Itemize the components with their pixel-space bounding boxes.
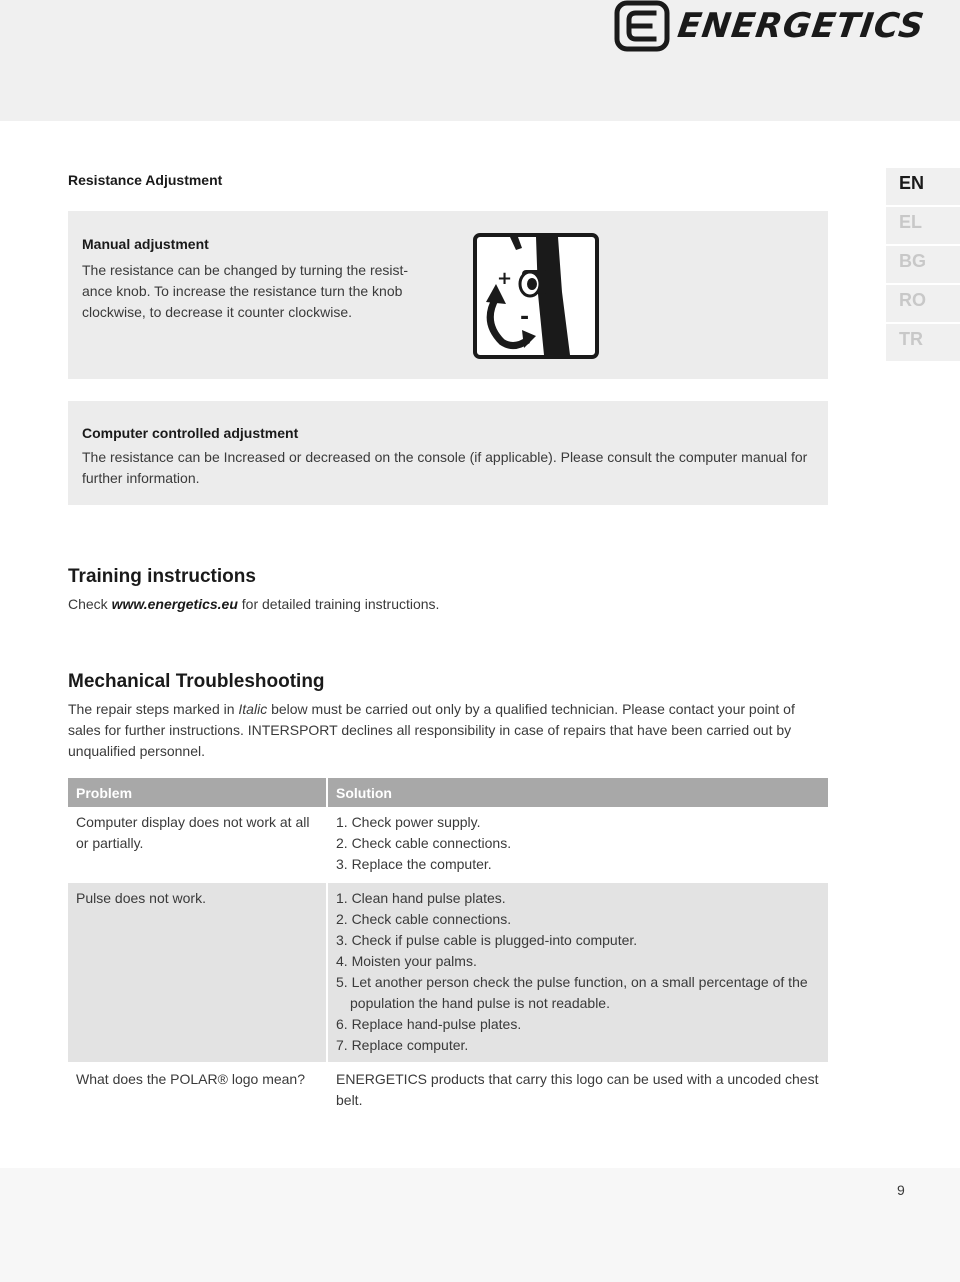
- computer-adjustment-panel: [68, 401, 828, 505]
- mech-text-post: below must be carried out only by a qualified technician. Please contact your point of sales for further instructions. INTERSPORT declines all responsibility in case of repairs that have been carried out by unqualified personnel.: [68, 701, 795, 759]
- header-solution: Solution: [327, 778, 828, 807]
- solution-step: 3. Check if pulse cable is plugged-into computer.: [336, 932, 638, 948]
- training-text: [68, 596, 439, 612]
- solution-step: 2. Check cable connections.: [336, 835, 512, 851]
- problem-cell: What does the POLAR® logo mean?: [68, 1063, 327, 1117]
- energetics-logo-icon: [614, 0, 670, 52]
- table-header-row: [68, 778, 828, 807]
- lang-tab-el[interactable]: EL: [886, 207, 960, 244]
- mech-text-italic: Italic: [238, 701, 268, 717]
- manual-adjustment-panel: [68, 211, 828, 379]
- computer-adjustment-text: The resistance can be Increased or decreased on the console (if applicable). Please consult the computer manual for further information.: [82, 449, 808, 486]
- brand-name: ENERGETICS: [674, 6, 927, 46]
- solution-cell: [327, 1063, 828, 1117]
- language-tabs: [886, 168, 960, 363]
- training-text-pre: Check: [68, 596, 112, 612]
- solution-step: 5. Let another person check the pulse function, on a small percentage of the population the hand pulse is not readable.: [336, 974, 808, 1011]
- mechanical-troubleshooting-title: Mechanical Troubleshooting: [68, 671, 325, 692]
- solution-cell: [327, 882, 828, 1063]
- brand-logo: [614, 0, 927, 52]
- training-title: Training instructions: [68, 566, 256, 587]
- troubleshooting-table: [68, 778, 828, 1117]
- lang-tab-tr[interactable]: TR: [886, 324, 960, 361]
- website-link[interactable]: www.energetics.eu: [111, 596, 238, 612]
- solution-cell: [327, 807, 828, 882]
- solution-step: 1. Clean hand pulse plates.: [336, 890, 506, 906]
- solution-step: ENERGETICS products that carry this logo can be used with a uncoded chest belt.: [336, 1071, 819, 1108]
- solution-step: 7. Replace computer.: [336, 1037, 469, 1053]
- solution-step: 4. Moisten your palms.: [336, 953, 477, 969]
- plus-sign: +: [497, 268, 513, 289]
- table-row: [68, 807, 828, 882]
- table-row: [68, 1063, 828, 1117]
- section-title: Resistance Adjustment: [68, 172, 223, 188]
- mechanical-troubleshooting-text: [68, 699, 828, 762]
- mech-text-pre: The repair steps marked in: [68, 701, 239, 717]
- footer-band: [0, 1168, 960, 1282]
- lang-tab-bg[interactable]: BG: [886, 246, 960, 283]
- training-text-post: for detailed training instructions.: [237, 596, 440, 612]
- solution-step: 6. Replace hand-pulse plates.: [336, 1016, 522, 1032]
- solution-step: 1. Check power supply.: [336, 814, 481, 830]
- minus-sign: -: [520, 305, 530, 330]
- manual-adjustment-text: The resistance can be changed by turning the resist- ance knob. To increase the resistance turn the knob clockwise, to decrease it counter clockwise.: [82, 262, 409, 320]
- page-number: 9: [897, 1182, 905, 1198]
- problem-cell: Computer display does not work at all or partially.: [68, 807, 327, 882]
- resistance-knob-illustration: [472, 232, 600, 360]
- header-problem: Problem: [68, 778, 327, 807]
- problem-cell: Pulse does not work.: [68, 882, 327, 1063]
- lang-tab-en[interactable]: EN: [886, 168, 960, 205]
- manual-adjustment-title: Manual adjustment: [82, 236, 209, 252]
- solution-step: 2. Check cable connections.: [336, 911, 512, 927]
- solution-step: 3. Replace the computer.: [336, 856, 492, 872]
- computer-adjustment-title: Computer controlled adjustment: [82, 425, 299, 441]
- table-row: [68, 882, 828, 1063]
- lang-tab-ro[interactable]: RO: [886, 285, 960, 322]
